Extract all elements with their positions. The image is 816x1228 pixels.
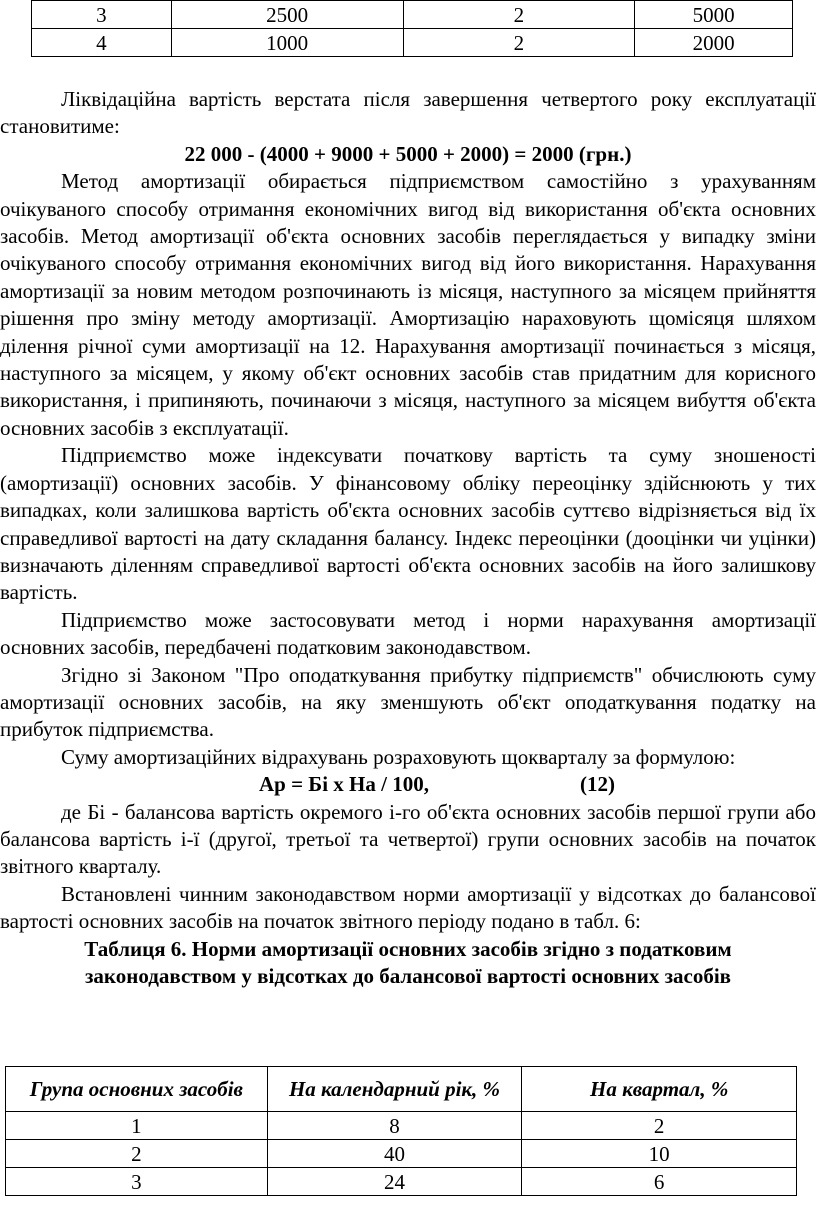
depreciation-schedule-table [31,0,793,57]
table-cell: 40 [267,1140,522,1168]
table-cell: 5000 [635,1,793,29]
table-cell: 1000 [171,29,403,57]
paragraph-depreciation-method: Метод амортизації обирається підприємством самостійно з урахуванням очікуваного способу отримання економічних вигод від використання об'єкта основних засобів. Метод амортизації об'єкта основних засобів переглядається у випадку зміни очікуваного способу отримання економічних вигод від його використання. Нарахування амортизації за новим методом розпочинають із місяця, наступного за місяцем прийняття рішення про зміну методу амортизації. Амортизацію нараховують щомісяця шляхом ділення річної суми амортизації на 12. Нарахування амортизації починається з місяця, наступного за місяцем, у якому об'єкт основних засобів став придатним для корисного використання, і припиняють, починаючи з місяця, наступного за місяцем вибуття об'єкта основних засобів з експлуатації. [0,169,816,440]
table-cell: 3 [6,1168,268,1196]
paragraph-formula-definition: де Бі - балансова вартість окремого і-го об'єкта основних засобів першої групи або балансова вартість і-ї (другої, третьої та четвертої) групи основних засобів на початок звітного кварталу. [0,799,816,879]
table-cell: 2 [403,29,635,57]
table-row [6,1168,797,1196]
table-header-row [6,1067,797,1112]
table-caption-line-2: законодавством у відсотках до балансової вартості основних засобів [84,963,732,988]
table-cell: 24 [267,1168,522,1196]
table-cell: 2 [6,1140,268,1168]
body-text [0,86,816,990]
formula-line [0,771,816,798]
column-header: Група основних засобів [6,1067,268,1112]
table-cell: 2000 [635,29,793,57]
depreciation-norms-table [5,1066,797,1196]
table-cell: 2 [403,1,635,29]
paragraph-indexation: Підприємство може індексувати початкову вартість та суму зношеності (амортизації) основних засобів. У фінансовому обліку переоцінку здійснюють у тих випадках, коли залишкова вартість об'єкта основних засобів суттєво відрізняється від їх справедливої вартості на дату складання балансу. Індекс переоцінки (дооцінки чи уцінки) визначають діленням справедливої вартості об'єкта основних засобів на його залишкову вартість. [0,443,816,605]
table-row [32,1,793,29]
column-header: На календарний рік, % [267,1067,522,1112]
table-cell: 6 [522,1168,797,1196]
paragraph-tax-norms: Підприємство може застосовувати метод і норми нарахування амортизації основних засобів, передбачені податковим законодавством. [0,607,816,660]
equation-liquidation: 22 000 - (4000 + 9000 + 5000 + 2000) = 2000 (грн.) [184,141,632,166]
table-cell: 4 [32,29,172,57]
table-row [6,1112,797,1140]
paragraph-formula-intro: Суму амортизаційних відрахувань розраховують щокварталу за формулою: [61,744,736,769]
paragraph-tax-law: Згідно зі Законом "Про оподаткування прибутку підприємств" обчислюють суму амортизації основних засобів, на яку зменшують об'єкт оподаткування податку на прибуток підприємства. [0,662,816,742]
table-cell: 10 [522,1140,797,1168]
column-header: На квартал, % [522,1067,797,1112]
paragraph-table-intro: Встановлені чинним законодавством норми амортизації у відсотках до балансової вартості основних засобів на початок звітного періоду подано в табл. 6: [0,881,816,934]
table-cell: 2 [522,1112,797,1140]
table-cell: 2500 [171,1,403,29]
table-cell: 3 [32,1,172,29]
paragraph-liquidation-value: Ліквідаційна вартість верстата після завершення четвертого року експлуатації становитиме: [0,87,816,139]
formula-number: (12) [580,772,615,797]
table-cell: 8 [267,1112,522,1140]
formula: Ар = Бі х На / 100, [259,772,429,797]
table-cell: 1 [6,1112,268,1140]
table-caption-line-1: Таблиця 6. Норми амортизації основних засобів згідно з податковим [84,936,732,961]
table-row [6,1140,797,1168]
table-row [32,29,793,57]
